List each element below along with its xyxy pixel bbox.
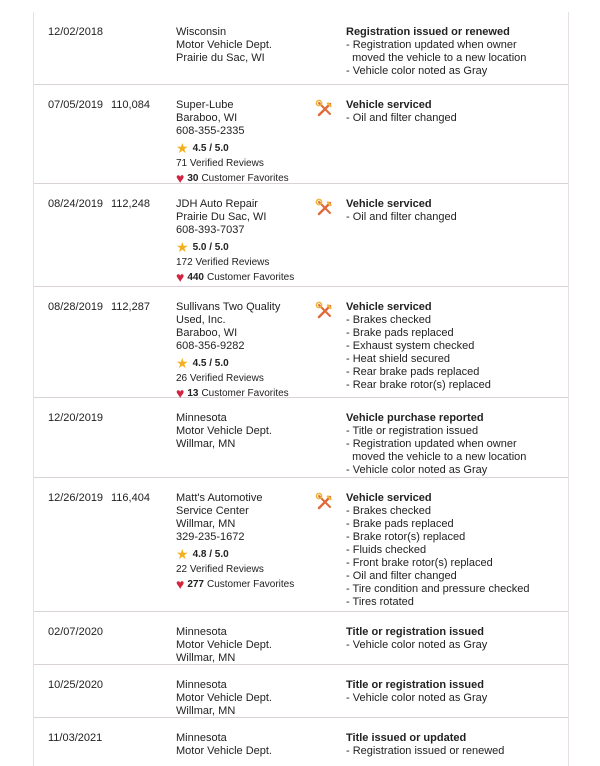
source-line: Prairie Du Sac, WI <box>176 211 267 223</box>
history-row <box>34 478 568 612</box>
record-mileage: 116,404 <box>111 492 150 504</box>
record-title: Registration issued or renewed <box>346 26 510 38</box>
source-line: Sullivans Two Quality <box>176 301 281 313</box>
history-row <box>34 398 568 478</box>
detail-item: - Brake pads replaced <box>346 327 454 339</box>
record-date: 07/05/2019 <box>48 99 104 111</box>
record-title: Title or registration issued <box>346 626 484 638</box>
source-line: 608-355-2335 <box>176 125 245 137</box>
history-row <box>34 12 568 85</box>
detail-item: - Registration updated when owner <box>346 438 517 450</box>
source-line: Willmar, MN <box>176 652 236 664</box>
detail-item: - Heat shield secured <box>346 353 450 365</box>
record-date: 12/02/2018 <box>48 26 104 38</box>
record-date: 12/26/2019 <box>48 492 104 504</box>
source-line: Service Center <box>176 505 249 517</box>
heart-icon: ♥ <box>176 385 185 401</box>
record-source <box>176 679 326 718</box>
star-icon: ★ <box>176 546 189 562</box>
record-mileage: 112,248 <box>111 198 150 210</box>
source-line: Baraboo, WI <box>176 112 238 124</box>
detail-item: - Vehicle color noted as Gray <box>346 464 488 476</box>
detail-item: - Registration updated when owner <box>346 39 517 51</box>
rating-value: 4.5 / 5.0 <box>192 143 229 154</box>
favorites-label: Customer Favorites <box>207 272 295 283</box>
detail-item: - Tire condition and pressure checked <box>346 583 530 595</box>
detail-item: - Rear brake pads replaced <box>346 366 480 378</box>
source-line: Minnesota <box>176 732 227 744</box>
record-source <box>176 492 326 591</box>
star-icon: ★ <box>176 239 189 255</box>
rating-value: 5.0 / 5.0 <box>192 242 229 253</box>
source-line: Super-Lube <box>176 99 234 111</box>
rating-value: 4.8 / 5.0 <box>192 549 229 560</box>
favorites-count: 30 <box>187 173 199 184</box>
wrench-screwdriver-icon <box>315 301 335 321</box>
record-source <box>176 99 326 185</box>
source-line: Matt's Automotive <box>176 492 263 504</box>
favorites-label: Customer Favorites <box>207 579 295 590</box>
wrench-screwdriver-icon <box>315 198 335 218</box>
heart-icon: ♥ <box>176 170 185 186</box>
record-date: 12/20/2019 <box>48 412 104 424</box>
favorites-count: 440 <box>187 272 204 283</box>
shop-rating <box>176 142 326 155</box>
history-row <box>34 184 568 287</box>
source-line: Motor Vehicle Dept. <box>176 425 272 437</box>
detail-item: - Brakes checked <box>346 505 431 517</box>
favorites-label: Customer Favorites <box>201 173 289 184</box>
record-details <box>346 412 571 477</box>
record-details <box>346 198 571 224</box>
source-line: Used, Inc. <box>176 314 226 326</box>
record-details <box>346 679 571 705</box>
detail-item: moved the vehicle to a new location <box>352 451 527 463</box>
source-line: 608-393-7037 <box>176 224 245 236</box>
history-row <box>34 665 568 718</box>
record-source <box>176 198 326 284</box>
history-row <box>34 85 568 184</box>
record-date: 11/03/2021 <box>48 732 103 744</box>
record-title: Vehicle serviced <box>346 301 432 313</box>
verified-reviews-link[interactable]: 26 Verified Reviews <box>176 373 264 384</box>
detail-item: - Vehicle color noted as Gray <box>346 692 488 704</box>
verified-reviews-link[interactable]: 172 Verified Reviews <box>176 257 270 268</box>
wrench-screwdriver-icon <box>315 492 335 512</box>
record-title: Vehicle purchase reported <box>346 412 484 424</box>
record-mileage: 112,287 <box>111 301 150 313</box>
detail-item: - Brake rotor(s) replaced <box>346 531 466 543</box>
shop-rating <box>176 357 326 370</box>
detail-item: - Front brake rotor(s) replaced <box>346 557 493 569</box>
record-title: Title or registration issued <box>346 679 484 691</box>
detail-item: - Fluids checked <box>346 544 427 556</box>
favorites-label: Customer Favorites <box>201 388 289 399</box>
customer-favorites <box>176 578 326 591</box>
source-line: Motor Vehicle Dept. <box>176 639 272 651</box>
history-row <box>34 612 568 665</box>
history-row <box>34 718 568 763</box>
record-title: Vehicle serviced <box>346 492 432 504</box>
shop-rating <box>176 241 326 254</box>
source-line: Wisconsin <box>176 26 227 38</box>
detail-item: - Oil and filter changed <box>346 570 457 582</box>
record-date: 08/28/2019 <box>48 301 104 313</box>
detail-item: - Title or registration issued <box>346 425 479 437</box>
detail-item: - Tires rotated <box>346 596 414 608</box>
source-line: Minnesota <box>176 679 227 691</box>
record-title: Vehicle serviced <box>346 99 432 111</box>
shop-rating <box>176 548 326 561</box>
record-details <box>346 732 571 758</box>
source-line: Willmar, MN <box>176 438 236 450</box>
favorites-count: 13 <box>187 388 199 399</box>
source-line: Prairie du Sac, WI <box>176 52 265 64</box>
star-icon: ★ <box>176 140 189 156</box>
source-line: JDH Auto Repair <box>176 198 258 210</box>
record-source <box>176 626 326 665</box>
record-source <box>176 412 326 451</box>
source-line: Minnesota <box>176 626 227 638</box>
record-details <box>346 626 571 652</box>
source-line: Willmar, MN <box>176 705 236 717</box>
detail-item: - Exhaust system checked <box>346 340 475 352</box>
detail-item: - Rear brake rotor(s) replaced <box>346 379 491 391</box>
history-table <box>33 12 569 766</box>
record-date: 08/24/2019 <box>48 198 104 210</box>
history-row <box>34 287 568 401</box>
detail-item: - Brake pads replaced <box>346 518 454 530</box>
record-details <box>346 99 571 125</box>
source-line: Motor Vehicle Dept. <box>176 39 272 51</box>
source-line: Minnesota <box>176 412 227 424</box>
detail-item: - Vehicle color noted as Gray <box>346 639 488 651</box>
record-date: 02/07/2020 <box>48 626 104 638</box>
heart-icon: ♥ <box>176 576 185 592</box>
source-line: 608-356-9282 <box>176 340 245 352</box>
record-title: Vehicle serviced <box>346 198 432 210</box>
source-line: 329-235-1672 <box>176 531 245 543</box>
record-source <box>176 26 326 65</box>
record-source <box>176 301 326 400</box>
detail-item: - Brakes checked <box>346 314 431 326</box>
detail-item: moved the vehicle to a new location <box>352 52 527 64</box>
detail-item: - Oil and filter changed <box>346 211 457 223</box>
rating-value: 4.5 / 5.0 <box>192 358 229 369</box>
record-details <box>346 492 571 609</box>
record-date: 10/25/2020 <box>48 679 104 691</box>
wrench-screwdriver-icon <box>315 99 335 119</box>
source-line: Willmar, MN <box>176 518 236 530</box>
detail-item: - Vehicle color noted as Gray <box>346 65 488 77</box>
record-details <box>346 301 571 392</box>
detail-item: - Oil and filter changed <box>346 112 457 124</box>
record-mileage: 110,084 <box>111 99 150 111</box>
record-source <box>176 732 326 758</box>
source-line: Baraboo, WI <box>176 327 238 339</box>
customer-favorites <box>176 271 326 284</box>
source-line: Motor Vehicle Dept. <box>176 692 272 704</box>
source-line: Motor Vehicle Dept. <box>176 745 272 757</box>
heart-icon: ♥ <box>176 269 185 285</box>
detail-item: - Registration issued or renewed <box>346 745 505 757</box>
favorites-count: 277 <box>187 579 204 590</box>
verified-reviews-link[interactable]: 22 Verified Reviews <box>176 564 264 575</box>
record-title: Title issued or updated <box>346 732 467 744</box>
verified-reviews-link[interactable]: 71 Verified Reviews <box>176 158 264 169</box>
record-details <box>346 26 571 78</box>
star-icon: ★ <box>176 355 189 371</box>
